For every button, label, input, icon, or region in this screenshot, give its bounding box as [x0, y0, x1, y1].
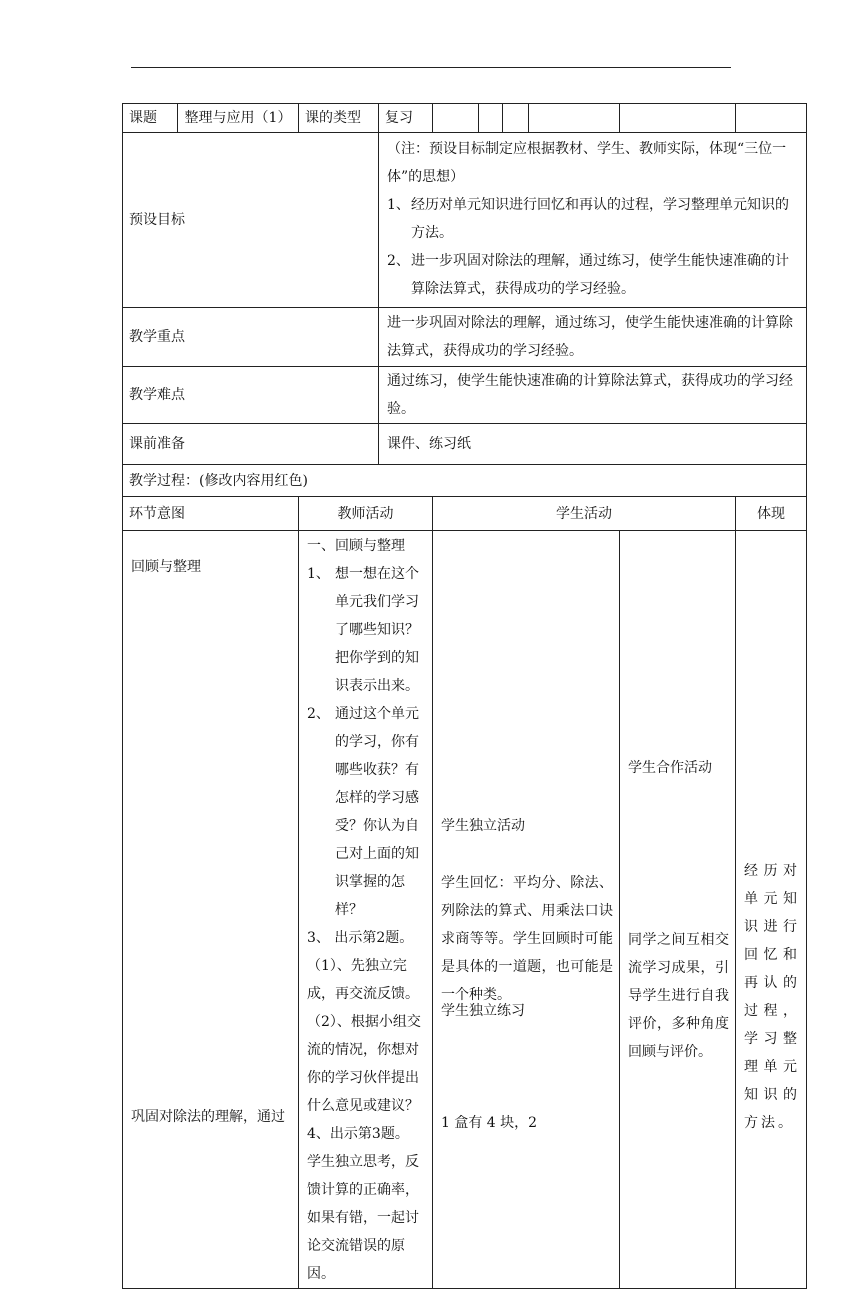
type-label: 课的类型 — [299, 104, 379, 133]
prep-label: 课前准备 — [123, 424, 379, 465]
student-independent-cell — [433, 531, 620, 1289]
teacher-item — [307, 700, 426, 924]
student-cooperative-cell — [620, 531, 736, 1289]
goal-text: 经历对单元知识进行回忆和再认的过程，学习整理单元知识的方法。 — [411, 197, 789, 241]
teacher-item — [307, 560, 426, 700]
prep-text: 课件、练习纸 — [379, 424, 807, 465]
teacher-item-number: 2、 — [307, 706, 330, 722]
teacher-activity — [299, 531, 433, 1289]
goal-text: 进一步巩固对除法的理解，通过练习，使学生能快速准确的计算除法算式，获得成功的学习经验。 — [411, 253, 789, 297]
teacher-item-3: 3、 出示第2题。 — [307, 930, 414, 946]
stage-consolidate: 巩固对除法的理解，通过 — [131, 1109, 285, 1125]
process-label-row — [123, 465, 807, 497]
teacher-sub-2: （2）、根据小组交流的情况，你想对你的学习伙伴提出什么意见或建议？ — [307, 1014, 421, 1114]
goals-row — [123, 133, 807, 308]
type-value: 复习 — [379, 104, 433, 133]
prep-row — [123, 424, 807, 465]
empty-cell — [479, 104, 503, 133]
focus-text: 进一步巩固对除法的理解，通过练习，使学生能快速准确的计算除法算式，获得成功的学习经验。 — [379, 308, 807, 367]
goal-number: 2、 — [387, 253, 410, 269]
goal-item — [387, 247, 802, 303]
reflect-header: 体现 — [736, 497, 807, 531]
focus-row — [123, 308, 807, 367]
teacher-item-text: 想一想在这个单元我们学习了哪些知识？把你学到的知识表示出来。 — [335, 566, 419, 694]
student-cooperative-text: 同学之间互相交流学习成果，引导学生进行自我评价，多种角度回顾与评价。 — [628, 932, 729, 1060]
teacher-item-4: 4、出示第3题。 — [307, 1126, 409, 1142]
goals-note: （注：预设目标制定应根据教材、学生、教师实际，体现“三位一体”的思想） — [387, 141, 787, 185]
header-rule — [131, 67, 731, 68]
student-practice: 学生独立练习 — [441, 1003, 525, 1019]
teacher-sub-1: （1）、先独立完成，再交流反馈。 — [307, 958, 419, 1002]
reflect-text: 经历对单元知识进行回忆和再认的过程，学习整理单元知识的方法。 — [744, 863, 800, 1131]
goals-content — [379, 133, 807, 308]
teacher-item-text: 通过这个单元的学习，你有哪些收获？有怎样的学习感受？你认为自己对上面的知识掌握的怎样？ — [335, 706, 419, 918]
teacher-item-number: 1、 — [307, 566, 330, 582]
focus-label: 教学重点 — [123, 308, 379, 367]
student-header: 学生活动 — [433, 497, 736, 531]
difficulty-text: 通过练习，使学生能快速准确的计算除法算式，获得成功的学习经验。 — [379, 367, 807, 424]
goal-item — [387, 191, 802, 247]
header-row — [123, 104, 807, 133]
lesson-plan-table — [122, 103, 807, 1289]
process-header-row — [123, 497, 807, 531]
stage-cell — [123, 531, 299, 1289]
difficulty-label: 教学难点 — [123, 367, 379, 424]
empty-cell — [433, 104, 479, 133]
goals-label: 预设目标 — [123, 133, 379, 308]
goal-number: 1、 — [387, 197, 410, 213]
student-example: 1 盒有 4 块，2 — [441, 1115, 538, 1131]
process-label: 教学过程：(修改内容用红色) — [123, 465, 807, 497]
difficulty-row — [123, 367, 807, 424]
teacher-header: 教师活动 — [299, 497, 433, 531]
stage-header: 环节意图 — [123, 497, 299, 531]
reflect-cell — [736, 531, 807, 1289]
student-cooperative-title: 学生合作活动 — [628, 760, 712, 776]
teacher-item-4-text: 学生独立思考，反馈计算的正确率，如果有错，一起讨论交流错误的原因。 — [307, 1154, 419, 1282]
student-independent-title: 学生独立活动 — [441, 817, 525, 834]
stage-recall: 回顾与整理 — [131, 559, 201, 575]
empty-cell — [529, 104, 620, 133]
process-body-row — [123, 531, 807, 1289]
teacher-title: 一、回顾与整理 — [307, 538, 405, 554]
empty-cell — [620, 104, 736, 133]
empty-cell — [736, 104, 807, 133]
empty-cell — [503, 104, 529, 133]
lesson-title: 整理与应用（1） — [178, 104, 299, 133]
student-recall-text: 学生回忆：平均分、除法、列除法的算式、用乘法口诀求商等等。学生回顾时可能是具体的一道题，也可能是一个种类。 — [441, 874, 613, 1003]
lesson-label: 课题 — [123, 104, 178, 133]
